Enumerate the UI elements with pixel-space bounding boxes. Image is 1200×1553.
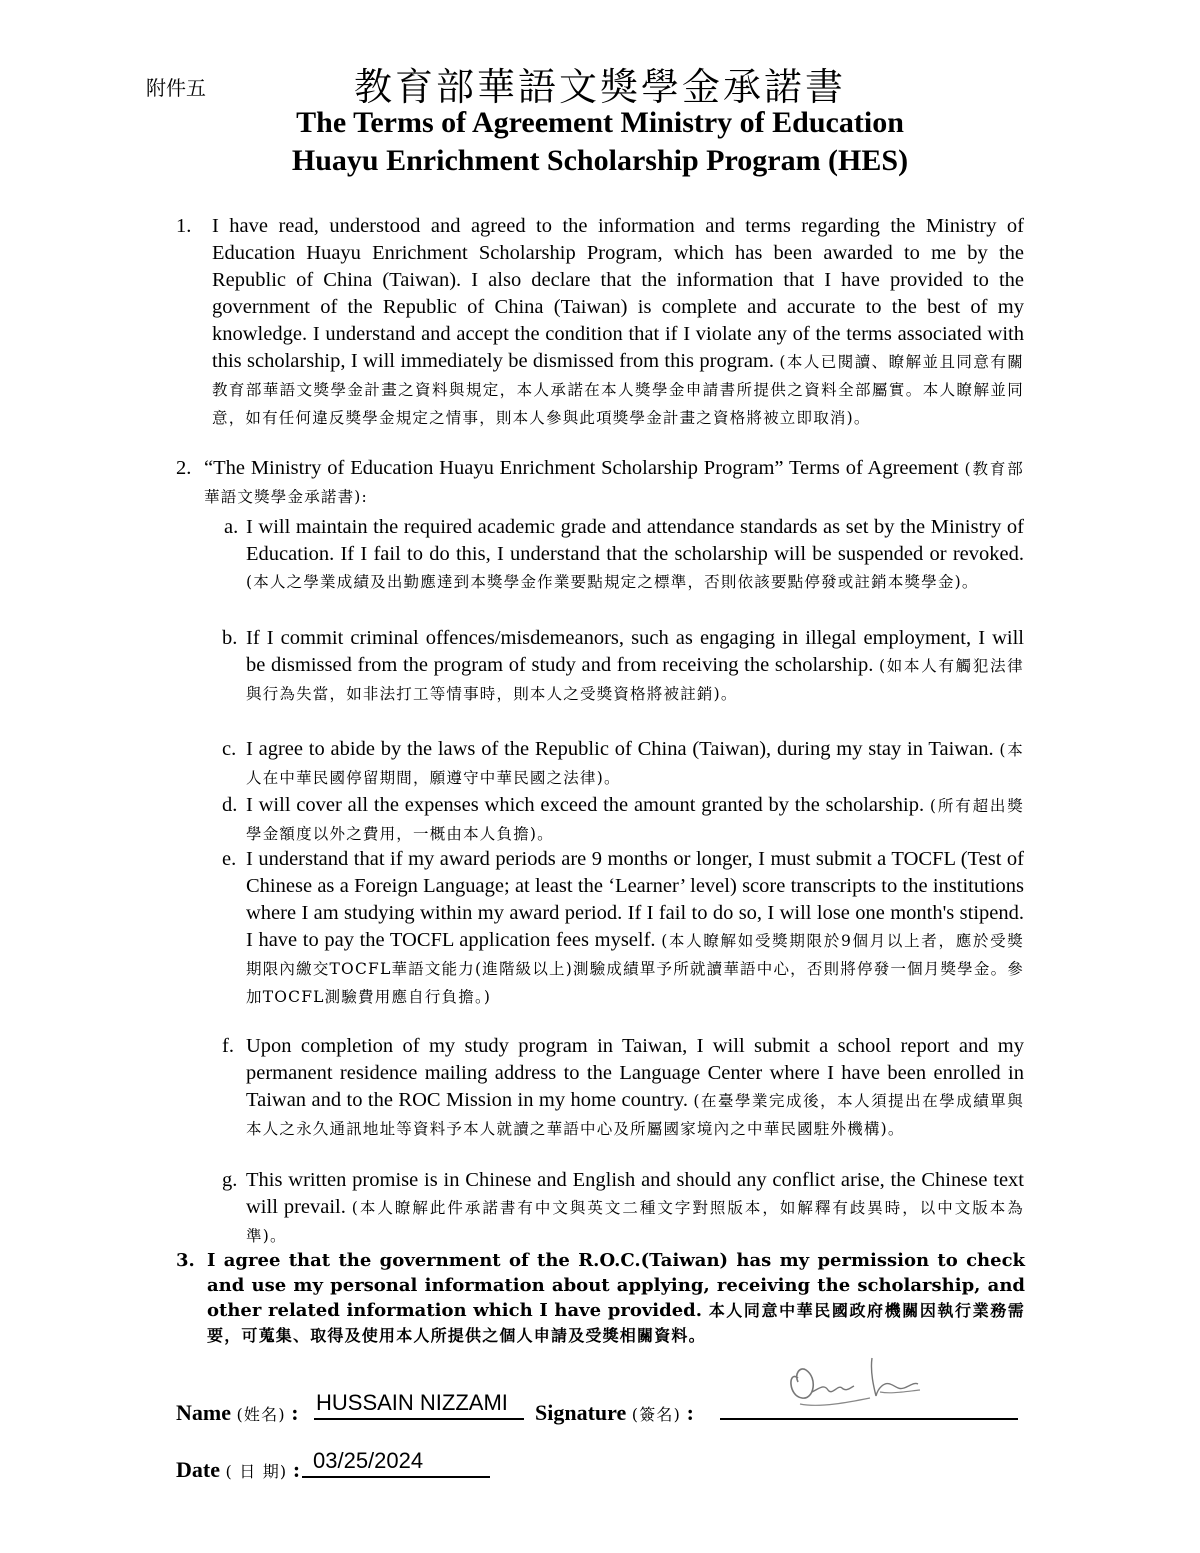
item-2-number: 2. <box>176 457 192 479</box>
signature-label-chinese: (簽名) <box>631 1405 682 1424</box>
item-2g-chinese: (本人瞭解此件承諾書有中文與英文二種文字對照版本，如解釋有歧異時，以中文版本為準)。 <box>246 1199 1025 1245</box>
item-2d-chinese: (所有超出獎學金額度以外之費用，一概由本人負擔)。 <box>246 797 1025 843</box>
item-3 <box>207 1248 1025 1348</box>
name-label: Name <box>176 1400 231 1425</box>
item-2a-letter: a. <box>224 516 239 538</box>
name-colon: : <box>291 1400 299 1425</box>
title-english-line2: Huayu Enrichment Scholarship Program (HES) <box>291 144 909 177</box>
name-line <box>314 1418 524 1420</box>
item-1-english: I have read, understood and agreed to the information and terms regarding the Ministry of Education Huayu Enrichment Scholarship Program, which has been awarded to me by the Republic of China (Taiwan). I also declare that the information that I have provided to the government of the Republic of China (Taiwan) is complete and accurate to the best of my knowledge. I understand and accept the condition that if I violate any of the terms associated with this scholarship, I will immediately be dismissed from this program. <box>212 215 1024 372</box>
item-2f <box>246 1033 1024 1143</box>
item-2e-english: I understand that if my award periods are 9 months or longer, I must submit a TOCFL (Test of Chinese as a Foreign Language; at least the ‘Learner’ level) score transcripts to the institutions where I am studying within my award period. If I fail to do so, I will lose one month's stipend. I have to pay the TOCFL application fees myself. <box>246 848 1024 951</box>
item-2f-chinese: (在臺學業完成後，本人須提出在學成績單與本人之永久通訊地址等資料予本人就讀之華語中心及所屬國家境內之中華民國駐外機構)。 <box>246 1092 1024 1138</box>
item-2a-chinese: (本人之學業成績及出勤應達到本獎學金作業要點規定之標準，否則依該要點停發或註銷本獎學金)。 <box>246 573 979 591</box>
item-2b-chinese: (如本人有觸犯法律與行為失當，如非法打工等情事時，則本人之受獎資格將被註銷)。 <box>246 657 1025 703</box>
date-label-chinese: ( 日 期) <box>225 1462 288 1481</box>
item-2e-letter: e. <box>222 848 237 870</box>
item-2g-letter: g. <box>222 1169 238 1191</box>
item-2 <box>204 455 1024 511</box>
item-2g-english: This written promise is in Chinese and English and should any conflict arise, the Chinese text will prevail. <box>246 1169 1024 1218</box>
item-3-chinese: 本人同意中華民國政府機關因執行業務需要，可蒐集、取得及使用本人所提供之個人申請及受獎相關資料。 <box>207 1301 1025 1345</box>
signature-label: Signature <box>535 1400 627 1425</box>
date-line <box>302 1476 490 1478</box>
date-field[interactable]: 03/25/2024 <box>313 1448 424 1473</box>
signature-label-group <box>535 1400 694 1426</box>
item-2a <box>246 514 1024 596</box>
item-2g <box>246 1167 1024 1250</box>
item-1 <box>212 213 1024 432</box>
item-2b-letter: b. <box>222 627 238 649</box>
item-2-english: “The Ministry of Education Huayu Enrichment Scholarship Program” Terms of Agreement <box>204 457 959 479</box>
item-2b-english: If I commit criminal offences/misdemeanors, such as engaging in illegal employment, I will be dismissed from the program of study and from receiving the scholarship. <box>246 627 1024 676</box>
item-2e <box>246 846 1024 1011</box>
item-2f-letter: f. <box>222 1035 234 1057</box>
date-label-group <box>176 1457 300 1483</box>
item-2e-chinese: (本人瞭解如受獎期限於9個月以上者，應於受獎期限內繳交TOCFL華語文能力(進階級以上)測驗成績單予所就讀華語中心，否則將停發一個月獎學金。參加TOCFL測驗費用應自行負擔。) <box>246 932 1025 1006</box>
annex-label: 附件五 <box>146 76 206 100</box>
name-label-chinese: (姓名) <box>236 1405 286 1424</box>
item-3-english: I agree that the government of the R.O.C.(Taiwan) has my permission to check and use my personal information about applying, receiving the scholarship, and other related information which I have provided. <box>207 1250 1025 1321</box>
item-2d <box>246 792 1024 848</box>
item-2-chinese: (教育部華語文獎學金承諾書): <box>204 460 1025 506</box>
name-label-group <box>176 1400 299 1426</box>
date-colon: : <box>292 1457 301 1482</box>
item-2c-english: I agree to abide by the laws of the Republic of China (Taiwan), during my stay in Taiwan. <box>246 738 994 760</box>
item-3-number: 3. <box>176 1250 195 1271</box>
signature-colon: : <box>686 1400 694 1425</box>
item-2c-letter: c. <box>222 738 237 760</box>
signature-image[interactable] <box>780 1348 930 1418</box>
item-2c <box>246 736 1024 792</box>
item-2f-english: Upon completion of my study program in Taiwan, I will submit a school report and my permanent residence mailing address to the Language Center where I have been enrolled in Taiwan and to the ROC Mission in my home country. <box>246 1035 1024 1111</box>
title-chinese: 教育部華語文獎學金承諾書 <box>353 65 846 109</box>
date-label: Date <box>176 1457 220 1482</box>
item-1-number: 1. <box>176 215 192 237</box>
item-2d-english: I will cover all the expenses which exceed the amount granted by the scholarship. <box>246 794 925 816</box>
item-2d-letter: d. <box>222 794 238 816</box>
item-2a-english: I will maintain the required academic grade and attendance standards as set by the Ministry of Education. If I fail to do this, I understand that the scholarship will be suspended or revoked. <box>246 516 1024 565</box>
item-1-chinese: (本人已閱讀、瞭解並且同意有關教育部華語文獎學金計畫之資料與規定，本人承諾在本人獎學金申請書所提供之資料全部屬實。本人瞭解並同意，如有任何違反獎學金規定之情事，則本人參與此項獎學金計畫之資格將被立即取消)。 <box>212 353 1024 427</box>
name-field[interactable]: HUSSAIN NIZZAMI <box>316 1390 508 1415</box>
signature-line <box>720 1418 1018 1420</box>
item-2c-chinese: (本人在中華民國停留期間，願遵守中華民國之法律)。 <box>246 741 1025 787</box>
title-english-line1: The Terms of Agreement Ministry of Education <box>296 106 904 139</box>
item-2b <box>246 625 1024 708</box>
